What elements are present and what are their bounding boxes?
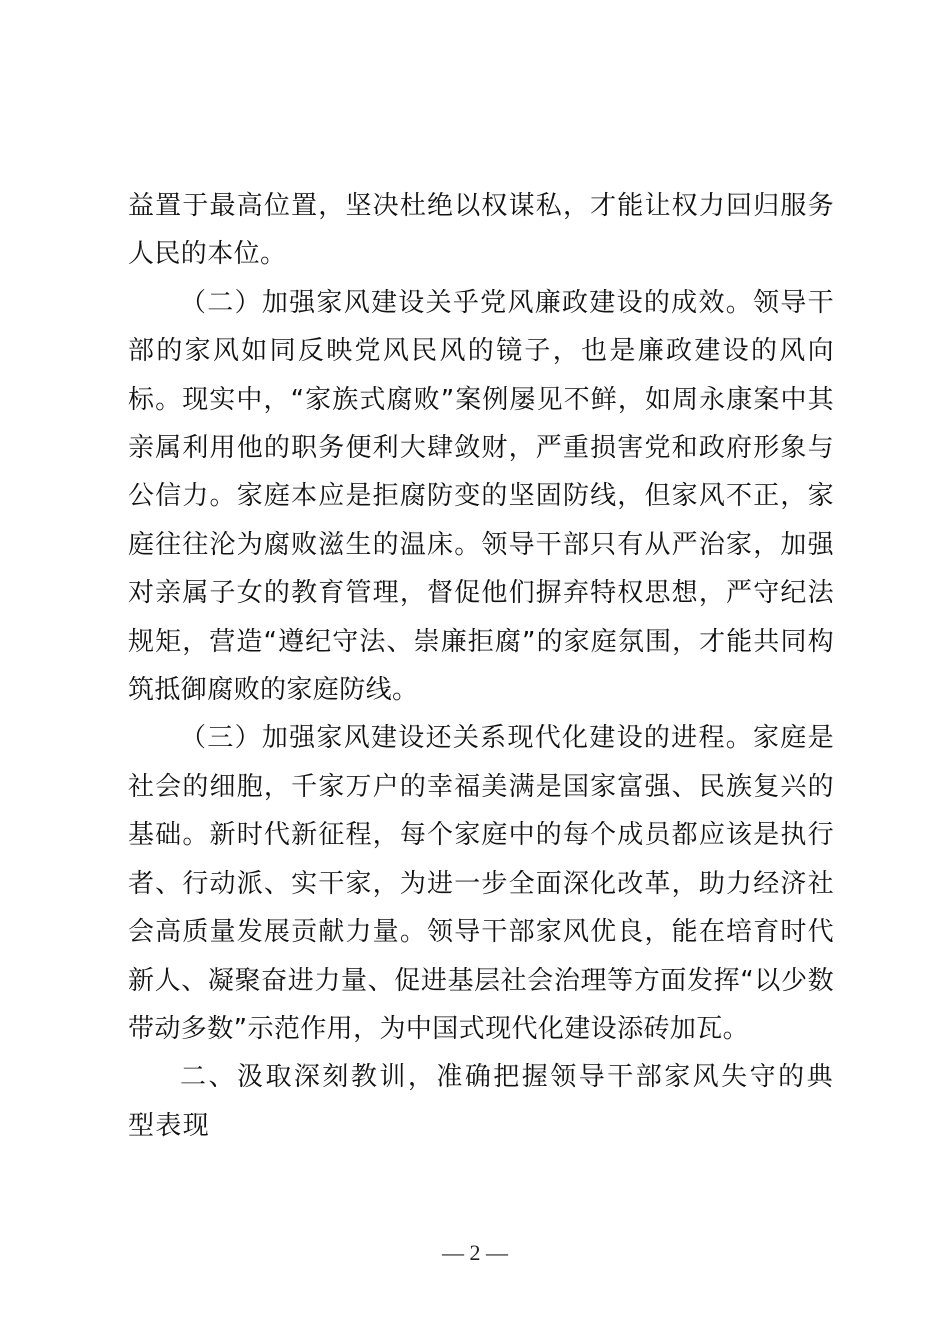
paragraph-section-2: （二）加强家风建设关乎党风廉政建设的成效。领导干部的家风如同反映党风民风的镜子，也是廉政建设的风向标。现实中，“家族式腐败”案例屡见不鲜，如周永康案中其亲属利用他的职务便利大肆敛财，严重损害党和政府形象与公信力。家庭本应是拒腐防变的坚固防线，但家风不正，家庭往往沦为腐败滋生的温床。领导干部只有从严治家，加强对亲属子女的教育管理，督促他们摒弃特权思想，严守纪法规矩，营造“遵纪守法、崇廉拒腐”的家庭氛围，才能共同构筑抵御腐败的家庭防线。 [128, 287, 834, 706]
page-number: — 2 — [442, 1240, 508, 1265]
section-heading-2: 二、汲取深刻教训，准确把握领导干部家风失守的典型表现 [128, 1062, 834, 1141]
paragraph-continued: 益置于最高位置，坚决杜绝以权谋私，才能让权力回归服务人民的本位。 [128, 191, 834, 270]
document-body [128, 182, 834, 1150]
paragraph-section-3: （三）加强家风建设还关系现代化建设的进程。家庭是社会的细胞，千家万户的幸福美满是国家富强、民族复兴的基础。新时代新征程，每个家庭中的每个成员都应该是执行者、行动派、实干家，为进一步全面深化改革，助力经济社会高质量发展贡献力量。领导干部家风优良，能在培育时代新人、凝聚奋进力量、促进基层社会治理等方面发挥“以少数带动多数”示范作用，为中国式现代化建设添砖加瓦。 [128, 723, 834, 1044]
